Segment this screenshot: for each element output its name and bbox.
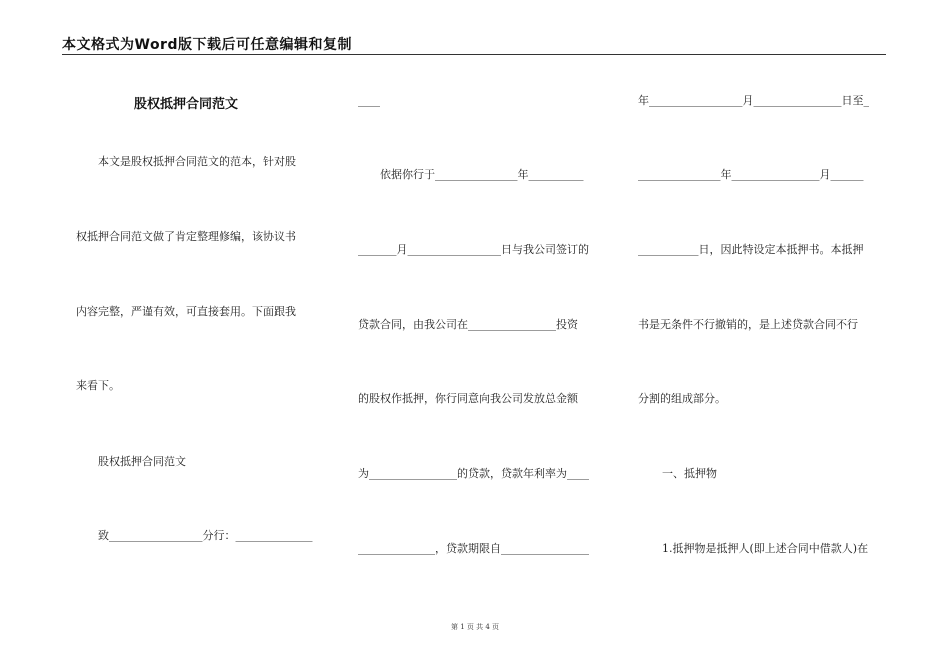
paragraph-line: 1.抵押物是抵押人(即上述合同中借款人)在: [662, 542, 869, 555]
paragraph-line: _______月_________________日与我公司签订的: [358, 243, 589, 256]
paragraph-line: 贷款合同，由我公司在________________投资: [358, 318, 578, 331]
paragraph-line: ____: [358, 94, 380, 107]
paragraph-line: 的股权作抵押，你行同意向我公司发放总金额: [358, 392, 578, 405]
paragraph-line: 为________________的贷款，贷款年利率为____: [358, 467, 589, 480]
paragraph-line: 致_________________分行：______________: [98, 529, 313, 542]
section-heading: 一、抵押物: [662, 467, 717, 480]
paragraph-line: _______________年________________月______: [638, 168, 864, 181]
paragraph-line: 权抵押合同范文做了肯定整理修编，该协议书: [76, 230, 296, 243]
paragraph-line: 书是无条件不行撤销的，是上述贷款合同不行: [638, 318, 858, 331]
page-title: 股权抵押合同范文: [134, 97, 239, 112]
paragraph-line: 来看下。: [76, 379, 120, 392]
page-number: 第 1 页 共 4 页: [450, 623, 500, 631]
paragraph-line: 依据你行于_______________年__________: [380, 168, 584, 181]
paragraph-line: ______________，贷款期限自________________: [358, 542, 589, 555]
paragraph-line: 内容完整，严谨有效，可直接套用。下面跟我: [76, 305, 296, 318]
paragraph-line: 本文是股权抵押合同范文的范本，针对股: [98, 155, 296, 168]
paragraph-line: 分割的组成部分。: [638, 392, 726, 405]
paragraph-line: 年_________________月________________日至_: [638, 94, 869, 107]
paragraph-line: ___________日，因此特设定本抵押书。本抵押: [638, 243, 864, 256]
header-text: 本文格式为Word版下载后可任意编辑和复制: [62, 37, 352, 53]
section-heading: 股权抵押合同范文: [98, 455, 186, 468]
document-header: [62, 32, 886, 55]
